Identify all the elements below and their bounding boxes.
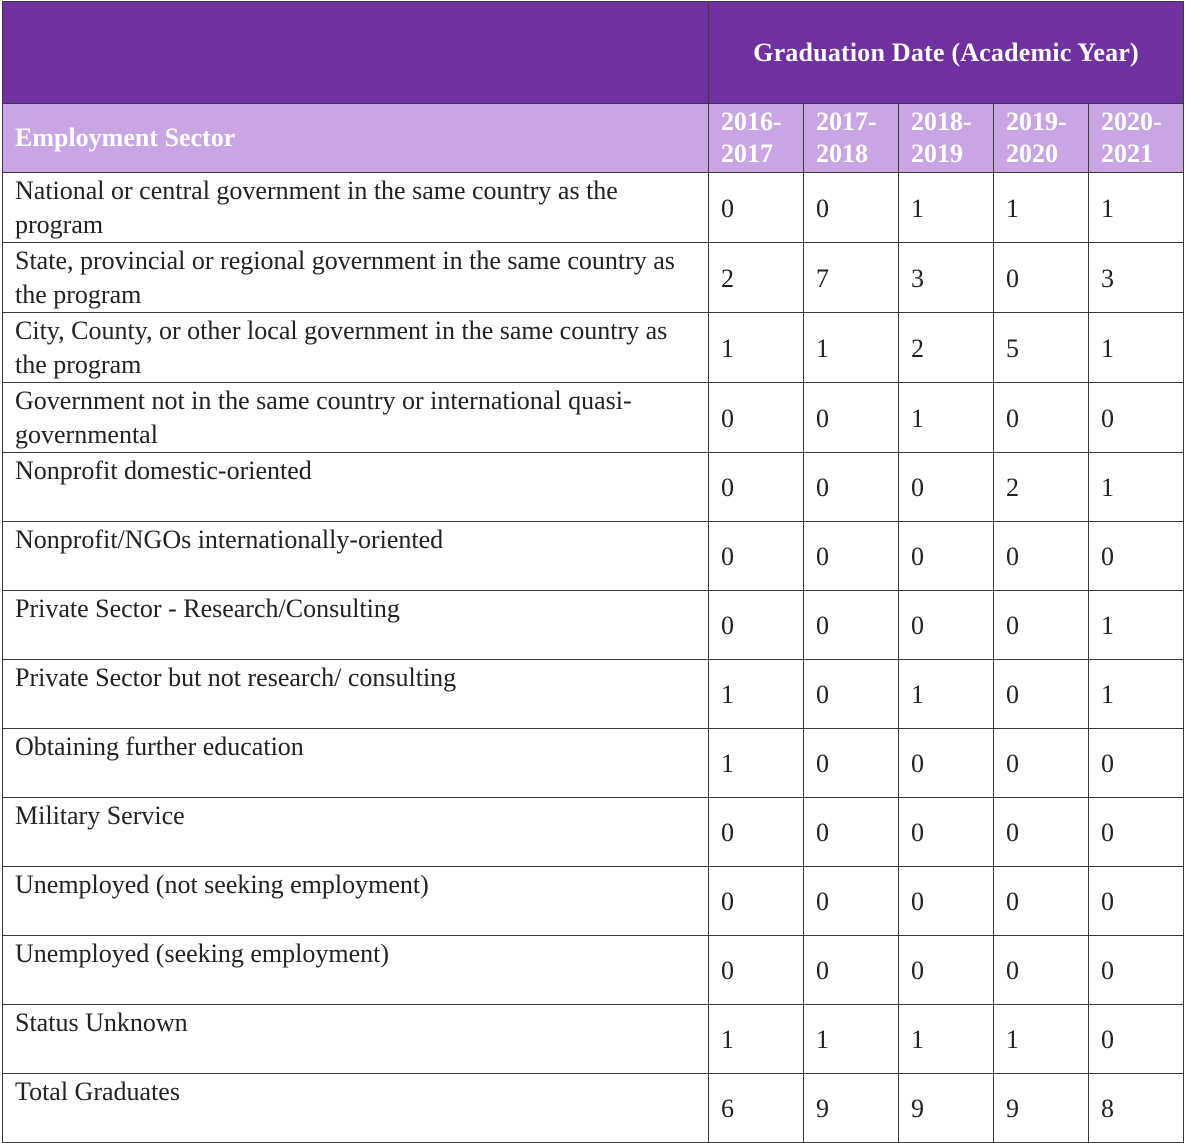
value-cell: 0 (1089, 798, 1184, 867)
value-cell: 0 (804, 660, 899, 729)
value-cell: 0 (804, 729, 899, 798)
year-header-end: 2020 (1006, 139, 1058, 168)
value-cell: 0 (994, 729, 1089, 798)
employment-table (2, 1, 1184, 1143)
table-row (3, 867, 1184, 936)
table-row (3, 173, 1184, 243)
value-cell: 3 (899, 243, 994, 313)
value-cell: 0 (994, 243, 1089, 313)
value-cell: 2 (709, 243, 804, 313)
year-header (709, 104, 804, 173)
table-body (3, 2, 1184, 1143)
value-cell: 0 (804, 453, 899, 522)
value-cell: 7 (804, 243, 899, 313)
table-row (3, 243, 1184, 313)
value-cell: 0 (994, 798, 1089, 867)
value-cell: 1 (804, 313, 899, 383)
value-cell: 8 (1089, 1074, 1184, 1143)
value-cell: 0 (1089, 936, 1184, 1005)
header-row-group (3, 2, 1184, 104)
year-header (899, 104, 994, 173)
value-cell: 0 (709, 522, 804, 591)
value-cell: 0 (994, 591, 1089, 660)
sector-label: Status Unknown (3, 1005, 709, 1074)
value-cell: 0 (899, 798, 994, 867)
value-cell: 0 (804, 383, 899, 453)
year-header-end: 2017 (721, 139, 773, 168)
table-row (3, 591, 1184, 660)
value-cell: 0 (709, 591, 804, 660)
value-cell: 0 (804, 591, 899, 660)
sector-label: State, provincial or regional government in the same country as the program (3, 243, 709, 313)
table-row (3, 313, 1184, 383)
table-row (3, 660, 1184, 729)
value-cell: 0 (899, 936, 994, 1005)
value-cell: 1 (899, 383, 994, 453)
sector-label: Private Sector - Research/Consulting (3, 591, 709, 660)
year-header-end: 2021 (1101, 139, 1153, 168)
sector-label: Nonprofit domestic-oriented (3, 453, 709, 522)
value-cell: 9 (994, 1074, 1089, 1143)
value-cell: 1 (899, 660, 994, 729)
value-cell: 0 (804, 173, 899, 243)
value-cell: 0 (709, 453, 804, 522)
sector-label: Total Graduates (3, 1074, 709, 1143)
value-cell: 0 (899, 522, 994, 591)
value-cell: 1 (709, 660, 804, 729)
value-cell: 0 (804, 867, 899, 936)
value-cell: 0 (709, 867, 804, 936)
employment-sector-header: Employment Sector (3, 104, 709, 173)
value-cell: 1 (709, 729, 804, 798)
graduation-date-header: Graduation Date (Academic Year) (709, 2, 1184, 104)
sector-label: Unemployed (not seeking employment) (3, 867, 709, 936)
value-cell: 1 (899, 173, 994, 243)
value-cell: 0 (804, 798, 899, 867)
value-cell: 6 (709, 1074, 804, 1143)
value-cell: 0 (709, 798, 804, 867)
table-row (3, 522, 1184, 591)
value-cell: 1 (1089, 660, 1184, 729)
value-cell: 0 (1089, 1005, 1184, 1074)
year-header (1089, 104, 1184, 173)
value-cell: 1 (1089, 453, 1184, 522)
year-header (994, 104, 1089, 173)
value-cell: 5 (994, 313, 1089, 383)
value-cell: 1 (709, 313, 804, 383)
table-row (3, 729, 1184, 798)
value-cell: 0 (994, 383, 1089, 453)
sector-label: Nonprofit/NGOs internationally-oriented (3, 522, 709, 591)
value-cell: 0 (899, 729, 994, 798)
value-cell: 2 (994, 453, 1089, 522)
value-cell: 0 (804, 522, 899, 591)
sector-label: Government not in the same country or international quasi-governmental (3, 383, 709, 453)
value-cell: 1 (1089, 173, 1184, 243)
value-cell: 1 (994, 1005, 1089, 1074)
value-cell: 0 (899, 867, 994, 936)
year-header-end: 2019 (911, 139, 963, 168)
sector-label: City, County, or other local government in the same country as the program (3, 313, 709, 383)
value-cell: 0 (994, 660, 1089, 729)
value-cell: 0 (709, 383, 804, 453)
year-header (804, 104, 899, 173)
value-cell: 0 (994, 867, 1089, 936)
sector-label: National or central government in the same country as the program (3, 173, 709, 243)
value-cell: 1 (709, 1005, 804, 1074)
table-row (3, 798, 1184, 867)
value-cell: 3 (1089, 243, 1184, 313)
year-header-start: 2018- (911, 107, 972, 136)
year-header-start: 2020- (1101, 107, 1162, 136)
value-cell: 0 (994, 522, 1089, 591)
value-cell: 0 (709, 173, 804, 243)
value-cell: 1 (804, 1005, 899, 1074)
value-cell: 0 (994, 936, 1089, 1005)
value-cell: 0 (1089, 867, 1184, 936)
header-row-years (3, 104, 1184, 173)
table-row (3, 1005, 1184, 1074)
sector-label: Obtaining further education (3, 729, 709, 798)
value-cell: 0 (804, 936, 899, 1005)
value-cell: 0 (709, 936, 804, 1005)
table-row (3, 936, 1184, 1005)
sector-label: Military Service (3, 798, 709, 867)
sector-label: Unemployed (seeking employment) (3, 936, 709, 1005)
value-cell: 1 (1089, 591, 1184, 660)
value-cell: 0 (1089, 383, 1184, 453)
year-header-start: 2016- (721, 107, 782, 136)
year-header-start: 2019- (1006, 107, 1067, 136)
value-cell: 0 (899, 591, 994, 660)
value-cell: 2 (899, 313, 994, 383)
year-header-start: 2017- (816, 107, 877, 136)
value-cell: 1 (899, 1005, 994, 1074)
value-cell: 1 (1089, 313, 1184, 383)
value-cell: 9 (804, 1074, 899, 1143)
year-header-end: 2018 (816, 139, 868, 168)
table-row (3, 1074, 1184, 1143)
value-cell: 0 (1089, 522, 1184, 591)
table-row (3, 383, 1184, 453)
header-empty-cell (3, 2, 709, 104)
value-cell: 0 (899, 453, 994, 522)
value-cell: 0 (1089, 729, 1184, 798)
value-cell: 1 (994, 173, 1089, 243)
table-row (3, 453, 1184, 522)
sector-label: Private Sector but not research/ consulting (3, 660, 709, 729)
value-cell: 9 (899, 1074, 994, 1143)
